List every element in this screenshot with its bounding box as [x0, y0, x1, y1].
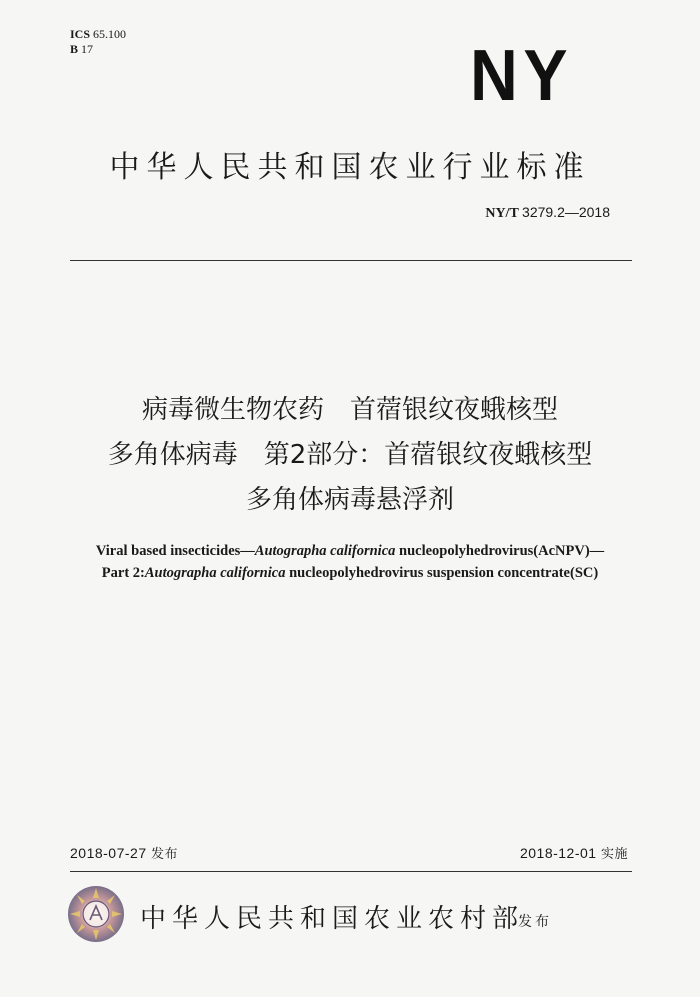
publisher-name: 中华人民共和国农业农村部 — [140, 904, 525, 934]
standard-type: 中华人民共和国农业行业标准 — [109, 150, 591, 185]
ics-label: ICS — [70, 27, 91, 41]
ministry-seal-icon — [66, 884, 126, 944]
title-english-line-2: Part 2:Autographa californica nucleopolyhedrovirus suspension concentrate(SC) — [101, 565, 599, 581]
issue-date-label: 发布 — [151, 847, 179, 862]
ccs-label: B — [70, 42, 79, 56]
ccs-code — [70, 42, 126, 57]
ics-code — [70, 27, 126, 42]
ccs-value: 17 — [81, 42, 94, 56]
effective-date-label: 实施 — [600, 847, 628, 862]
bottom-divider — [70, 871, 632, 872]
ny-logo: NY — [470, 36, 574, 116]
effective-date — [520, 843, 628, 862]
standard-code-number: 3279.2—2018 — [522, 204, 610, 220]
classification-codes — [70, 27, 126, 57]
title-chinese-line-1: 病毒微生物农药 首蓿银纹夜蛾核型 — [141, 395, 558, 425]
issue-date-value: 2018-07-27 — [70, 845, 147, 861]
issue-date — [70, 843, 178, 862]
title-english-line-1: Viral based insecticides—Autographa californica nucleopolyhedrovirus(AcNPV)— — [95, 543, 605, 559]
publisher-suffix: 发布 — [518, 914, 552, 930]
title-chinese — [0, 388, 700, 523]
title-chinese-line-2: 多角体病毒 第2部分：首蓿银纹夜蛾核型 — [107, 440, 593, 470]
ics-value: 65.100 — [93, 27, 127, 41]
top-divider — [70, 260, 632, 261]
title-english — [0, 540, 700, 584]
title-chinese-line-3: 多角体病毒悬浮剂 — [245, 485, 454, 515]
standard-code-prefix: NY/T — [485, 206, 519, 221]
effective-date-value: 2018-12-01 — [519, 845, 597, 861]
standard-code — [485, 204, 610, 222]
